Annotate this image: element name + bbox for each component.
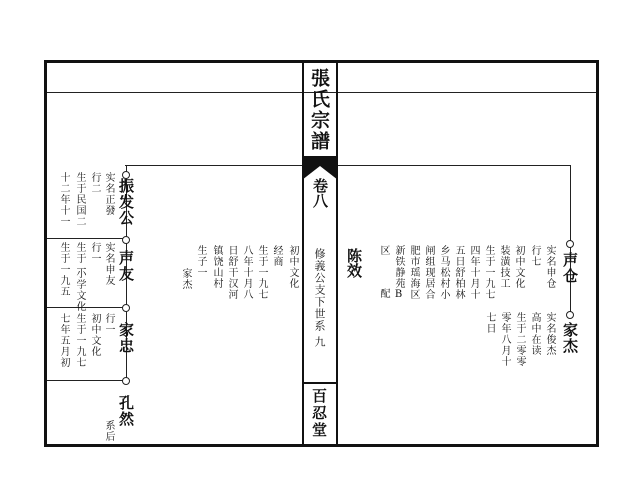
person-info: 行七 [529,245,540,267]
person-name: 声友 [117,250,135,282]
spine-title: 張氏宗譜 [308,68,330,152]
bio-column: 初中文化 [513,245,524,289]
person-info: 实名俊杰 [544,312,555,356]
bio-column: 新铁静苑B [393,245,404,301]
left-gen-rule-2 [47,307,127,308]
bio-column: 肥市瑶海区 [408,245,419,300]
bio-column: 乡马松村小 [438,245,449,300]
bio-column: 配 [378,288,389,299]
bio-column: 生于一九七 [256,245,267,300]
person-info: 行二 [89,172,100,194]
person-info: 生于一九五 [58,242,69,297]
bio-column: 四年十月十 [468,245,479,300]
bio-column: 八年十月八 [241,245,252,300]
page-number: 九 [313,336,326,348]
section-label: 修義公支下世系 [313,248,326,332]
person-info: 十二年十一 [58,172,69,227]
left-gen-rule-3 [47,380,127,381]
node-circle [566,240,574,248]
bio-column: 初中文化 [287,245,298,289]
bio-column: 生于一九七 [483,245,494,300]
person-info: 生于一 [74,242,85,275]
person-info: 七年五月初 [58,313,69,368]
bio-column: 经商 [271,245,282,267]
bio-column: 区 [378,245,389,256]
person-name: 声仓 [561,252,579,284]
node-circle [122,236,130,244]
person-info: 初中文化 [89,313,100,357]
person-info: 生于一九七 [74,313,85,368]
hall-name: 百忍堂 [310,388,328,439]
volume-label: 卷八 [311,178,329,208]
person-name: 孔然 [117,395,135,427]
bio-column: 家杰 [180,268,191,290]
person-info: 实名正發 [103,172,114,216]
person-info: 七日 [484,312,495,334]
person-info: 高中在读 [529,312,540,356]
person-name: 家忠 [117,322,135,354]
bio-column: 五日舒柏林 [453,245,464,300]
person-info: 行一 [103,313,114,335]
node-circle [122,377,130,385]
person-info: 零年八月十 [499,312,510,367]
person-info: 实名申友 [103,242,114,286]
person-name: 振发公 [117,178,135,226]
left-gen-rule-1 [47,238,127,239]
bio-column: 日舒干汉河 [226,245,237,300]
person-info: 系后 [103,420,114,442]
bio-column: 镇饶山村 [211,245,222,289]
left-branch-rule [125,165,302,166]
bio-column: 生子一 [195,245,206,278]
node-circle [566,311,574,319]
node-circle [122,304,130,312]
person-info: 生于二零零 [514,312,525,367]
spine-rule [302,382,338,384]
person-info: 生于民国二 [74,172,85,227]
person-info: 实名申仓 [544,245,555,289]
generation-label: 陈效 [345,248,363,278]
bio-column: 装潢技工 [498,245,509,289]
bio-column: 闸组现居合 [423,245,434,300]
person-info: 小学文化 [74,268,85,312]
spine [302,60,338,447]
fishtail-mark [302,156,338,180]
person-info: 行一 [89,242,100,264]
person-name: 家杰 [561,322,579,354]
right-branch-rule [338,165,570,166]
